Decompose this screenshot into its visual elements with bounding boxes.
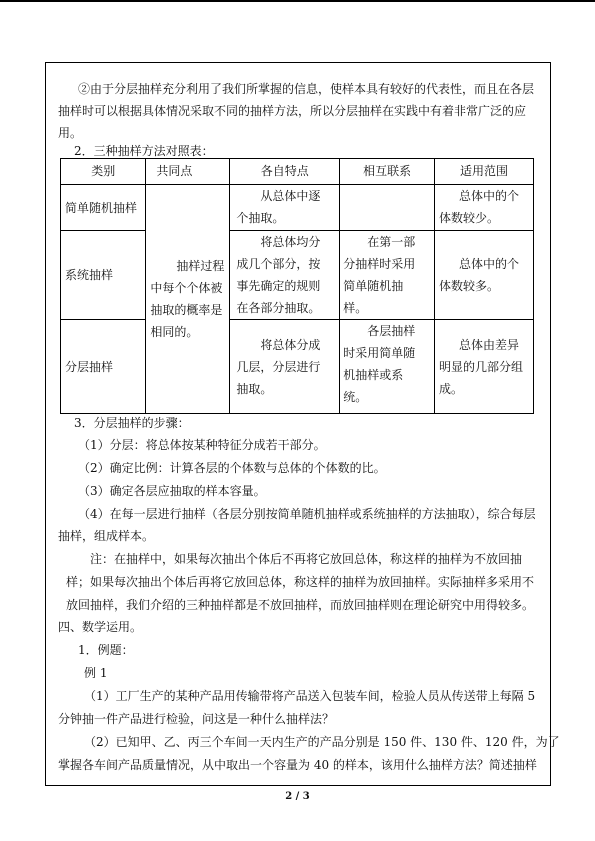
step-item: （2）确定比例：计算各层的个体数与总体的个体数的比。 [78, 461, 386, 475]
header-cell: 各自特点 [230, 159, 340, 185]
header-cell: 共同点 [146, 159, 230, 185]
common-cell: 抽样过程 中每个个体被 抽取的概率是 相同的。 [146, 185, 230, 414]
features-cell: 将总体均分 成几个部分，按 事先确定的规则 在各部分抽取。 [230, 231, 340, 320]
header-cell: 适用范围 [435, 159, 534, 185]
text-line: 抽样时可以根据具体情况采取不同的抽样方法，所以分层抽样在实践中有着非常广泛的应 [58, 104, 527, 118]
relation-cell [340, 185, 435, 231]
example-label: 例 1 [84, 666, 108, 680]
table-header-row [61, 159, 534, 185]
text-line: 用。 [58, 126, 83, 140]
subsection-heading: 1．例题： [78, 643, 134, 657]
relation-cell: 在第一部 分抽样时采用 简单随机抽 样。 [340, 231, 435, 320]
header-cell: 相互联系 [340, 159, 435, 185]
table-row [61, 185, 534, 231]
sampling-comparison-table [60, 158, 534, 414]
note-line: 放回抽样，我们介绍的三种抽样都是不放回抽样，而放回抽样则在理论研究中用得较多。 [66, 598, 535, 612]
relation-cell: 各层抽样 时采用简单随 机抽样或系 统。 [340, 320, 435, 414]
category-cell: 简单随机抽样 [61, 185, 146, 231]
example-question: 掌握各车间产品质量情况，从中取出一个容量为 40 的样本，该用什么抽样方法？简述抽样 [58, 758, 537, 772]
features-cell: 将总体分成 几层，分层进行 抽取。 [230, 320, 340, 414]
section-heading: 3．分层抽样的步骤： [74, 416, 190, 430]
scope-cell: 总体中的个 体数较少。 [435, 185, 534, 231]
step-item: （1）分层：将总体按某种特征分成若干部分。 [78, 438, 326, 452]
step-item: （3）确定各层应抽取的样本容量。 [78, 484, 266, 498]
category-cell: 系统抽样 [61, 231, 146, 320]
note-line: 注：在抽样中，如果每次抽出个体后不再将它放回总体，称这样的抽样为不放回抽 [90, 552, 523, 566]
example-question: （1）工厂生产的某种产品用传输带将产品送入包装车间，检验人员从传送带上每隔 5 [84, 689, 536, 703]
category-cell: 分层抽样 [61, 320, 146, 414]
page-top-rule [0, 0, 595, 2]
table-row [61, 320, 534, 414]
step-item: 抽样，组成样本。 [58, 529, 155, 543]
page-number: 2 / 3 [285, 791, 310, 802]
step-item: （4）在每一层进行抽样（各层分别按简单随机抽样或系统抽样的方法抽取），综合每层 [78, 507, 536, 521]
text-line: ②由于分层抽样充分利用了我们所掌握的信息，使样本具有较好的代表性，而且在各层 [78, 82, 535, 96]
table-row [61, 231, 534, 320]
example-question: 分钟抽一件产品进行检验，问这是一种什么抽样法？ [58, 712, 335, 726]
features-cell: 从总体中逐 个抽取。 [230, 185, 340, 231]
scope-cell: 总体由差异 明显的几部分组 成。 [435, 320, 534, 414]
section-heading: 四、数学运用。 [58, 620, 143, 634]
note-line: 样；如果每次抽出个体后再将它放回总体，称这样的抽样为放回抽样。实际抽样多采用不 [66, 575, 535, 589]
section-heading: 2．三种抽样方法对照表： [74, 144, 214, 158]
header-cell: 类别 [61, 159, 146, 185]
example-question: （2）已知甲、乙、丙三个车间一天内生产的产品分别是 150 件、130 件、120 件，为了 [84, 735, 560, 749]
scope-cell: 总体中的个 体数较多。 [435, 231, 534, 320]
